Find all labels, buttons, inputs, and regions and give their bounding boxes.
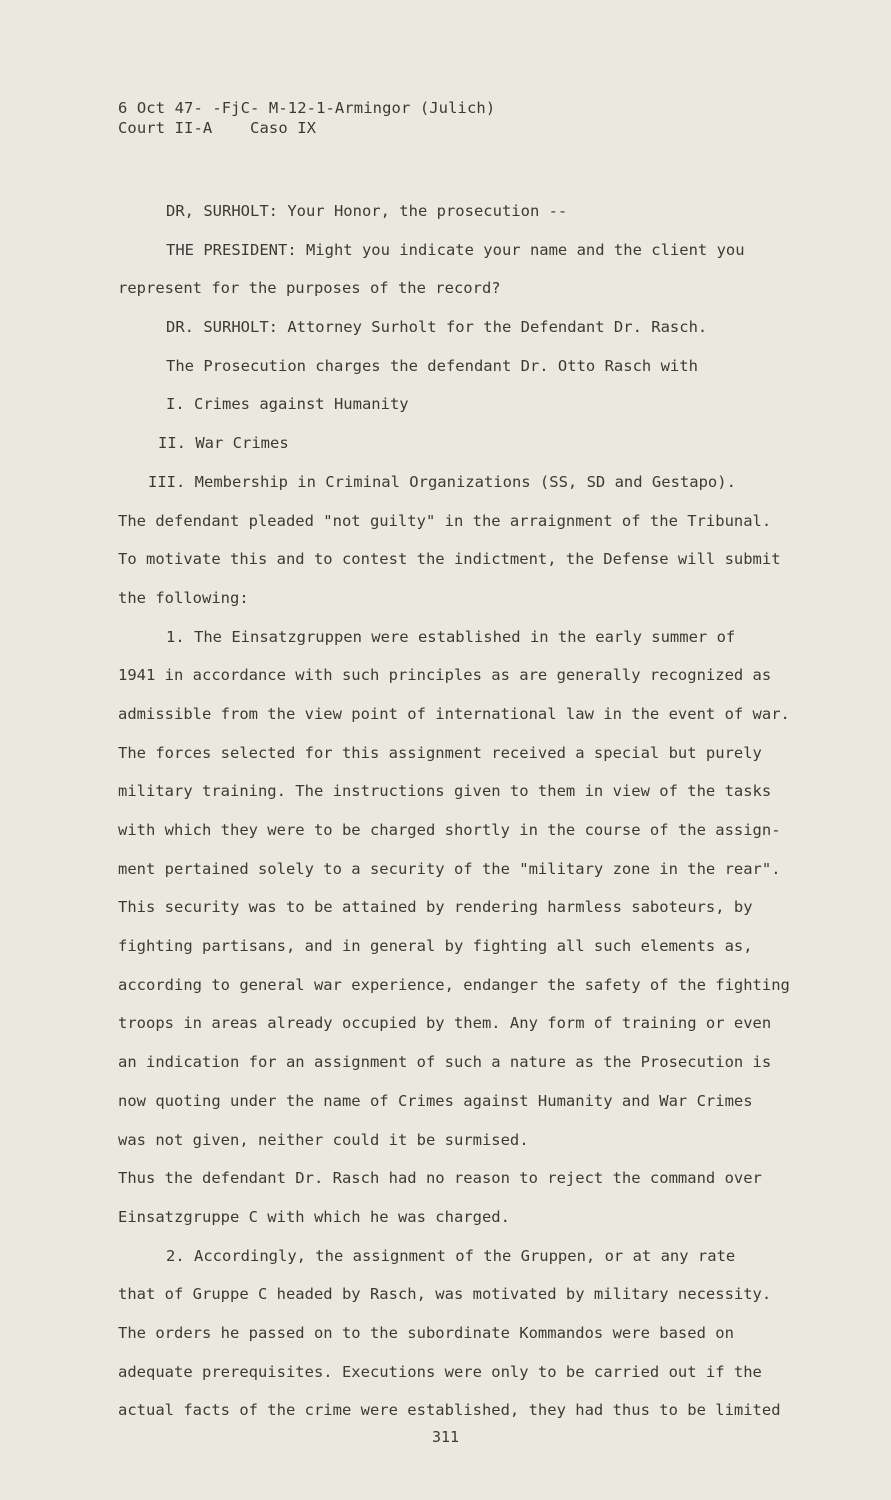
text-line: The defendant pleaded "not guilty" in the arraignment of the Tribunal. (118, 511, 772, 530)
text-line: 2. Accordingly, the assignment of the Gruppen, or at any rate (166, 1246, 736, 1265)
text-line: The Prosecution charges the defendant Dr. Otto Rasch with (166, 356, 698, 375)
text-line: fighting partisans, and in general by fighting all such elements as, (118, 937, 753, 956)
text-line: DR. SURHOLT: Attorney Surholt for the Defendant Dr. Rasch. (166, 318, 708, 337)
text-line: II. War Crimes (158, 434, 289, 453)
header-date-reference: 6 Oct 47- -FjC- M-12-1-Armingor (Julich) (118, 99, 496, 117)
text-line: 1. The Einsatzgruppen were established in the early summer of (166, 627, 736, 646)
text-line: now quoting under the name of Crimes against Humanity and War Crimes (118, 1091, 753, 1110)
text-line: troops in areas already occupied by them. Any form of training or even (118, 1014, 772, 1033)
text-line: The orders he passed on to the subordinate Kommandos were based on (118, 1323, 734, 1342)
text-line: military training. The instructions given to them in view of the tasks (118, 782, 772, 801)
text-line: represent for the purposes of the record? (118, 279, 501, 298)
text-line: with which they were to be charged shortly in the course of the assign- (118, 821, 781, 839)
text-line: This security was to be attained by rendering harmless saboteurs, by (118, 898, 753, 917)
text-line: To motivate this and to contest the indictment, the Defense will submit (118, 550, 781, 569)
document-body (118, 192, 818, 1430)
text-line: that of Gruppe C headed by Rasch, was motivated by military necessity. (118, 1285, 772, 1304)
page-number: 311 (431, 1428, 460, 1446)
text-line: adequate prerequisites. Executions were only to be carried out if the (118, 1362, 762, 1381)
text-line: I. Crimes against Humanity (166, 395, 409, 414)
text-line: III. Membership in Criminal Organizations (SS, SD and Gestapo). (148, 472, 736, 491)
header-court-case: Court II-A Caso IX (118, 119, 317, 137)
text-line: The forces selected for this assignment received a special but purely (118, 743, 762, 762)
text-line: according to general war experience, endanger the safety of the fighting (118, 975, 790, 994)
document-header (118, 98, 818, 138)
text-line: Thus the defendant Dr. Rasch had no reason to reject the command over (118, 1169, 762, 1188)
text-line: 1941 in accordance with such principles as are generally recognized as (118, 666, 772, 685)
text-line: THE PRESIDENT: Might you indicate your name and the client you (166, 240, 745, 259)
text-line: ment pertained solely to a security of the "military zone in the rear". (118, 859, 781, 878)
text-line: Einsatzgruppe C with which he was charged. (118, 1207, 510, 1226)
text-line: the following: (118, 588, 249, 607)
text-line: an indication for an assignment of such a nature as the Prosecution is (118, 1053, 772, 1072)
text-line: was not given, neither could it be surmised. (118, 1130, 529, 1149)
text-line: DR, SURHOLT: Your Honor, the prosecution -- (166, 202, 568, 220)
text-line: admissible from the view point of international law in the event of war. (118, 704, 790, 723)
text-line: actual facts of the crime were established, they had thus to be limited (118, 1401, 781, 1420)
